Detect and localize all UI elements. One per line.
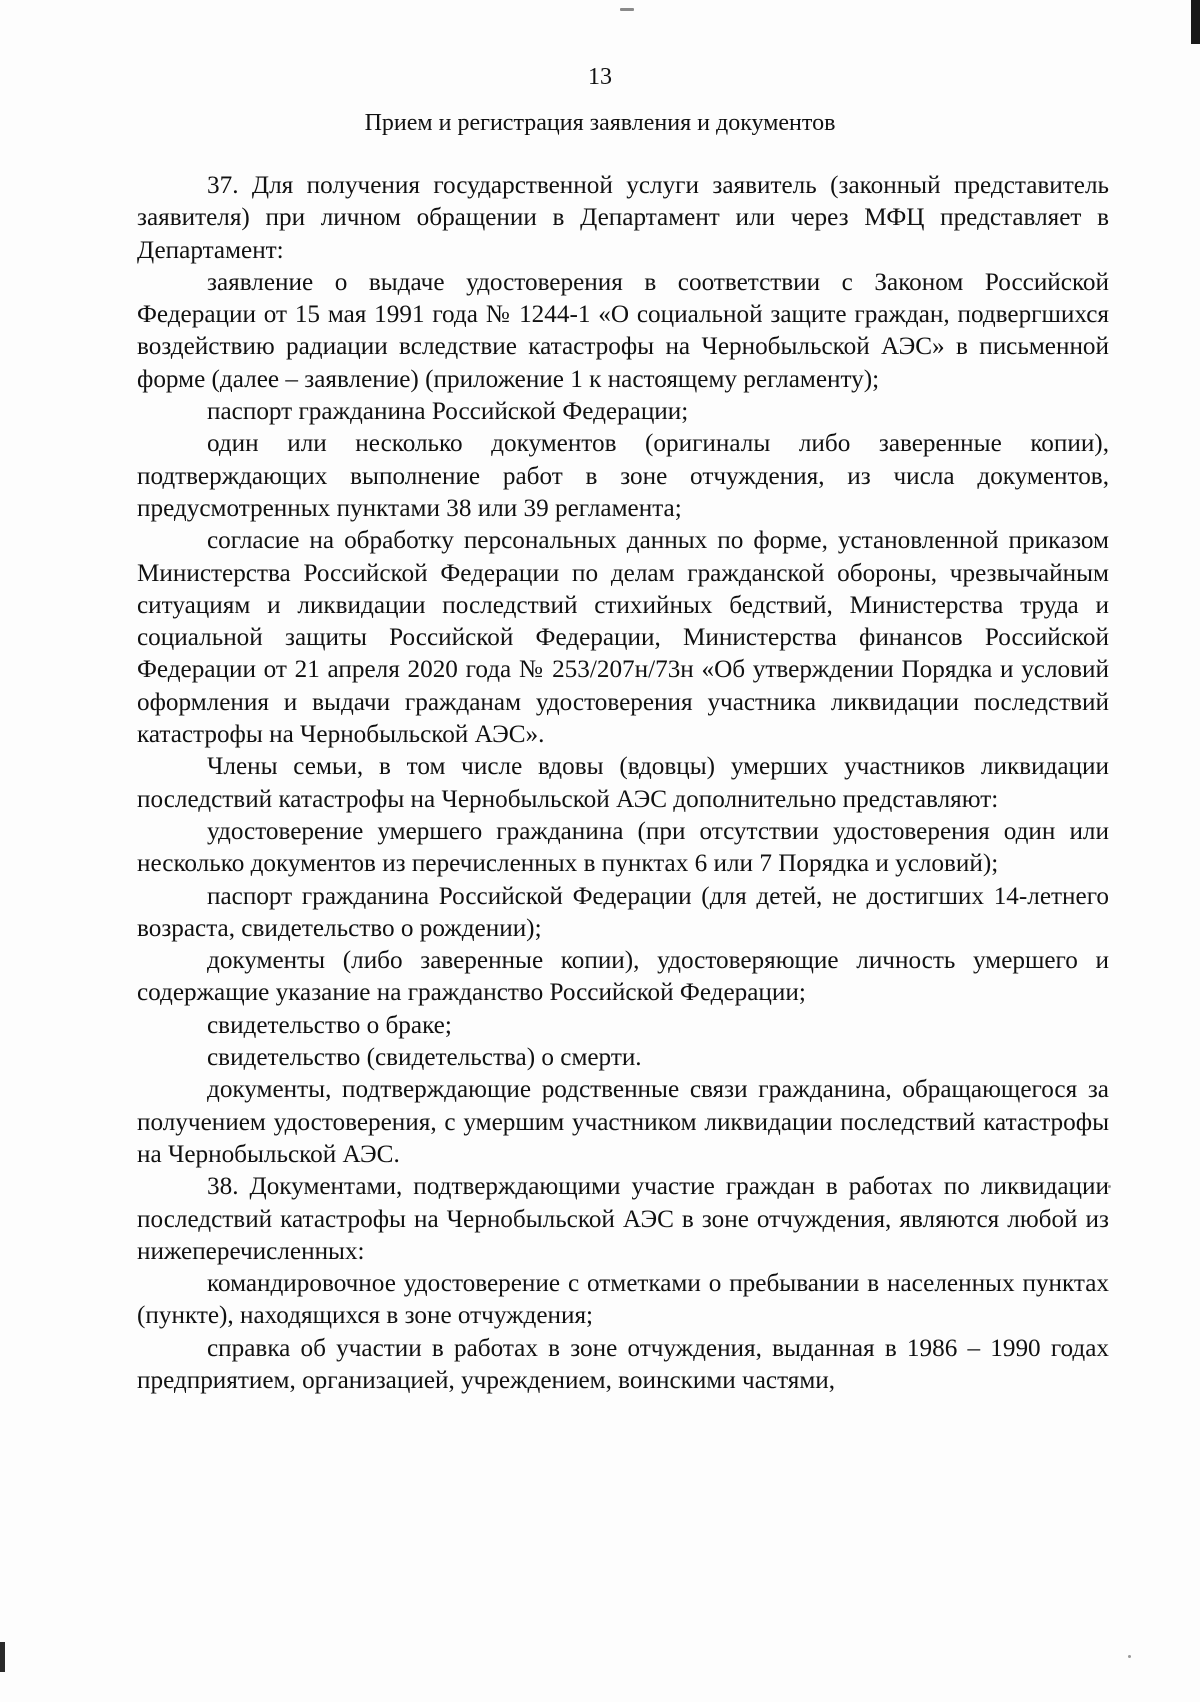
paragraph-family-members: Члены семьи, в том числе вдовы (вдовцы) умерших участников ликвидации последствий катастрофы на Чернобыльской АЭС дополнительно представляют: [137,753,1109,813]
paragraph-passport: паспорт гражданина Российской Федерации; [207,398,689,426]
paragraph-kinship-documents: документы, подтверждающие родственные связи гражданина, обращающегося за получением удостоверения, с умершим участником ликвидации последствий катастрофы на Чернобыльской АЭС. [137,1076,1109,1168]
page-number: 13 [588,64,612,90]
scan-artifact-left-edge [0,1642,5,1672]
paragraph-work-documents: один или несколько документов (оригиналы либо заверенные копии), подтверждающих выполнение работ в зоне отчуждения, из числа документов, предусмотренных пунктами 38 или 39 регламента; [137,430,1109,522]
paragraph-marriage-certificate: свидетельство о браке; [207,1011,452,1039]
paragraph-application-form: заявление о выдаче удостоверения в соответствии с Законом Российской Федерации от 15 мая 1991 года № 1244-1 «О социальной защите граждан, подвергшихся воздействию радиации вследствие катастрофы на Чернобыльской АЭС» в письменной форме (далее – заявление) (приложение 1 к настоящему регламенту); [137,268,1109,393]
scan-artifact-top [620,8,634,11]
paragraph-deceased-certificate: удостоверение умершего гражданина (при отсутствии удостоверения один или несколько документов из перечисленных в пунктах 6 или 7 Порядка и условий); [137,817,1109,878]
paragraph-item-37: 37. Для получения государственной услуги заявитель (законный представитель заявителя) при личном обращении в Департамент или через МФЦ представляет в Департамент: [137,172,1109,264]
paragraph-item-38: 38. Документами, подтверждающими участие граждан в работах по ликвидации последствий катастрофы на Чернобыльской АЭС в зоне отчуждения, являются любой из нижеперечисленных: [137,1173,1109,1265]
document-body [137,170,1109,1397]
paragraph-family-passport: паспорт гражданина Российской Федерации (для детей, не достигших 14-летнего возраста, свидетельство о рождении); [137,882,1109,942]
paragraph-death-certificate: свидетельство (свидетельства) о смерти. [207,1044,642,1072]
paragraph-identity-documents: документы (либо заверенные копии), удостоверяющие личность умершего и содержащие указание на гражданство Российской Федерации; [137,947,1109,1007]
paragraph-personal-data-consent: согласие на обработку персональных данных по форме, установленной приказом Министерства Российской Федерации по делам гражданской обороны, чрезвычайным ситуациям и ликвидации последствий стихийных бедствий, Министерства труда и социальной защиты Российской Федерации, Министерства финансов Российской Федерации от 21 апреля 2020 года № 253/207н/73н «Об утверждении Порядка и условий оформления и выдачи гражданам удостоверения участника ликвидации последствий катастрофы на Чернобыльской АЭС». [137,527,1109,749]
section-heading: Прием и регистрация заявления и документов [364,110,836,136]
paragraph-participation-reference: справка об участии в работах в зоне отчуждения, выданная в 1986 – 1990 годах предприятием, организацией, учреждением, воинскими частями, [137,1334,1109,1394]
paragraph-travel-certificate: командировочное удостоверение с отметками о пребывании в населенных пунктах (пункте), находящихся в зоне отчуждения; [137,1270,1109,1330]
scan-artifact-right-edge [1191,0,1200,44]
scan-speck [1128,1655,1131,1658]
